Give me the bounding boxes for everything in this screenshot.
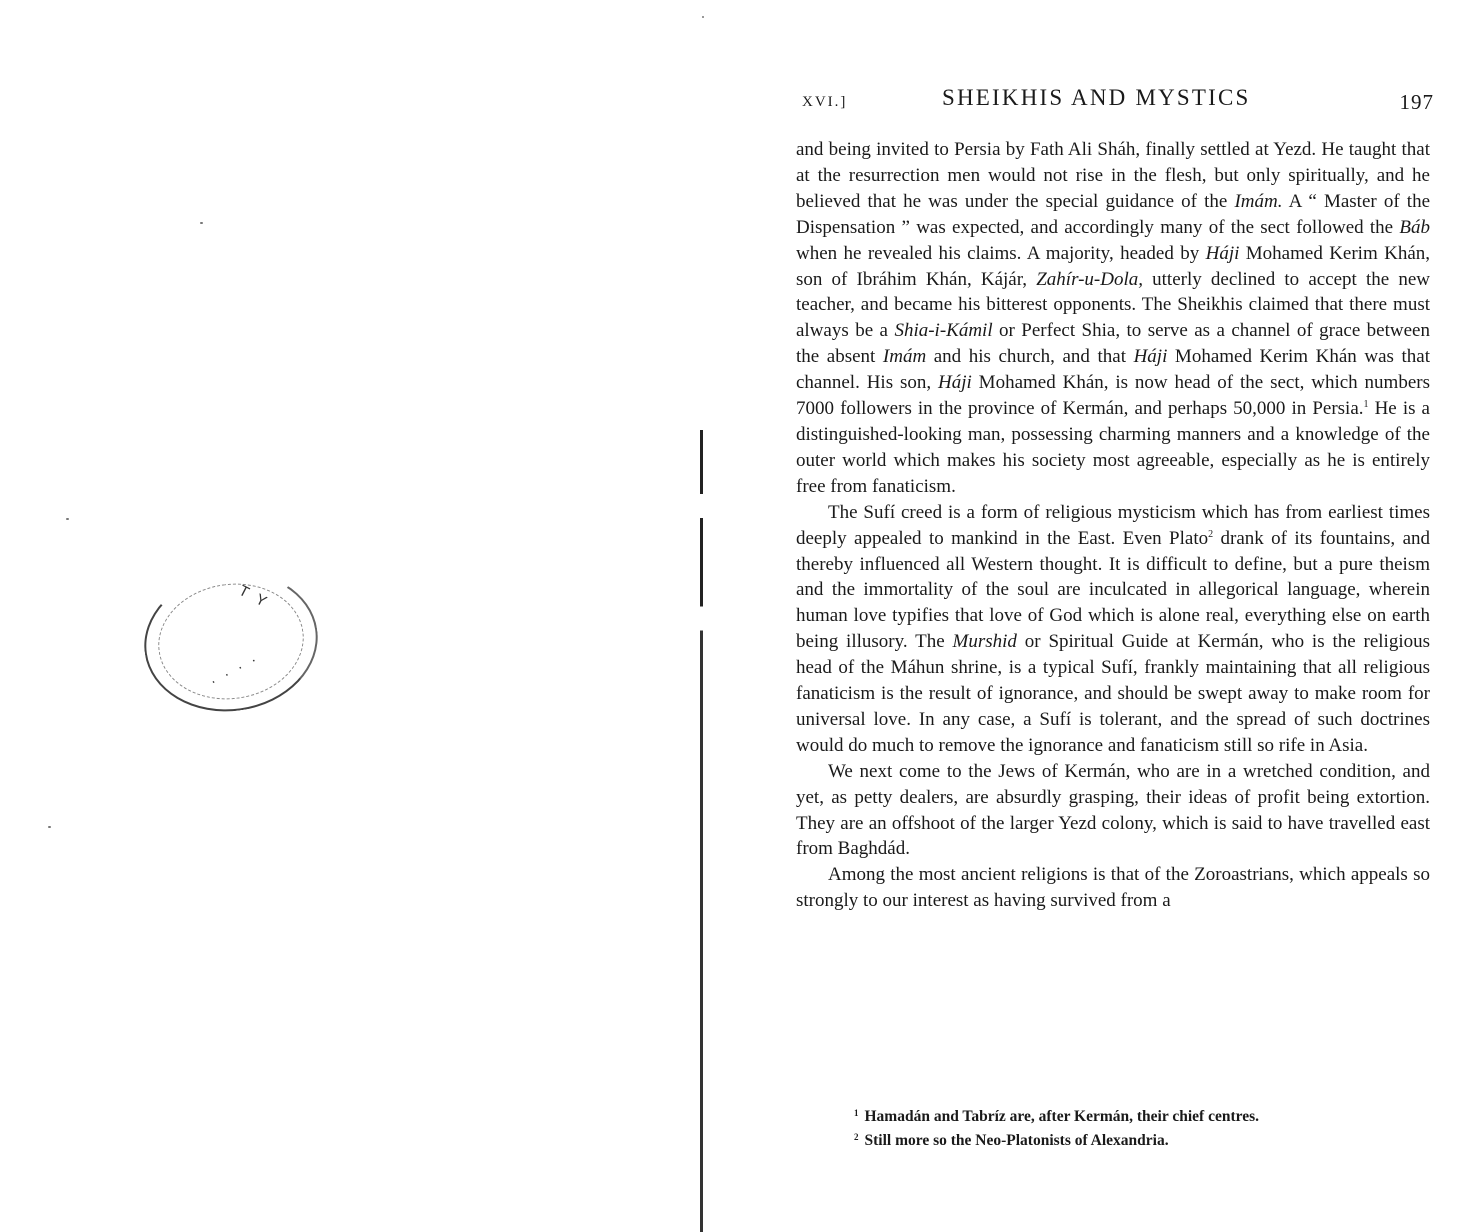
book-gutter-line: [700, 430, 703, 1232]
footnote-text: Hamadán and Tabríz are, after Kermán, their chief centres.: [864, 1108, 1259, 1125]
text-run: He is a distinguished-looking man, possessing charming manners and a knowledge of the outer world which makes his society most agreeable, especially as he is entirely free from fanaticism.: [796, 398, 1430, 497]
library-stamp-ring: [151, 574, 312, 708]
paragraph-3: [796, 759, 1430, 863]
text-run: when he revealed his claims. A majority, headed by: [796, 242, 1206, 264]
footnote-reference: 2: [1208, 528, 1214, 540]
text-run: Mohamed Kerim Khán, son of Ibráhim Khán, Kájár,: [796, 242, 1431, 290]
text-run: A “ Master of the Dispensation ” was expected, and accordingly many of the sect followed the: [796, 190, 1431, 238]
italic-term: Murshid: [952, 631, 1017, 653]
paper-speck: [702, 16, 704, 18]
footnote-marker: 2: [854, 1132, 859, 1142]
footnote-marker: 1: [854, 1108, 859, 1118]
text-run: drank of its fountains, and thereby influenced all Western thought. It is difficult to define, but a pure theism and the immortality of the soul are inculcated in allegorical language, wherein human love typifies that love of God which is alone real, everything else on earth being illusory. The: [796, 527, 1430, 653]
chapter-number: XVI.]: [802, 94, 848, 110]
italic-term: Háji: [938, 372, 972, 394]
left-page-verso: [0, 0, 700, 1232]
paper-speck: [66, 518, 69, 520]
italic-term: Zahír-u-Dola,: [1036, 268, 1143, 290]
text-run: We next come to the Jews of Kermán, who are in a wretched condition, and yet, as petty dealers, are absurdly grasping, their ideas of profit being extortion. They are an offshoot of the larger Yezd colony, which is said to have travelled east from Baghdád.: [796, 760, 1430, 860]
paper-speck: [200, 222, 203, 224]
page-number: 197: [1399, 90, 1434, 114]
running-head: [790, 80, 1440, 120]
italic-term: Imám.: [1234, 190, 1283, 212]
footnote-2: [854, 1127, 1414, 1151]
library-stamp: [135, 561, 327, 723]
text-run: Among the most ancient religions is that of the Zoroastrians, which appeals so strongly to our interest as having survived from a: [796, 864, 1430, 912]
text-run: utterly declined to accept the new teacher, and became his bitterest opponents. The Sheikhis claimed that there must always be a: [796, 268, 1430, 342]
italic-term: Báb: [1399, 216, 1430, 238]
footnotes: [854, 1103, 1414, 1151]
text-run: Mohamed Kerim Khán was that channel. His son,: [796, 346, 1430, 394]
footnote-1: [854, 1103, 1414, 1127]
text-run: Mohamed Khán, is now head of the sect, which numbers 7000 followers in the province of Kermán, and perhaps 50,000 in Persia.: [796, 372, 1430, 420]
body-text: [796, 137, 1430, 914]
text-run: or Spiritual Guide at Kermán, who is the religious head of the Máhun shrine, is a typical Sufí, frankly maintaining that all religious fanaticism is the result of ignorance, and should be swept away to make room for universal love. In any case, a Sufí is tolerant, and the spread of such doctrines would do much to remove the ignorance and fanaticism still so rife in Asia.: [796, 631, 1430, 756]
paper-speck: [48, 826, 51, 828]
paragraph-4: [796, 862, 1430, 914]
footnote-reference: 1: [1363, 399, 1369, 411]
italic-term: Imám: [882, 346, 927, 368]
text-run: or Perfect Shia, to serve as a channel of grace between the absent: [796, 320, 1430, 368]
text-run: and being invited to Persia by Fath Ali Sháh, finally settled at Yezd. He taught that at the resurrection men would not rise in the flesh, but only spiritually, and he believed that he was under the special guidance of the: [796, 139, 1430, 212]
italic-term: Shia-i-Kámil: [894, 320, 993, 342]
footnote-text: Still more so the Neo-Platonists of Alexandria.: [864, 1132, 1169, 1149]
library-stamp-mark-ty: T Y: [235, 582, 272, 612]
text-run: and his church, and that: [926, 346, 1134, 368]
italic-term: Háji: [1205, 242, 1240, 264]
chapter-title: SHEIKHIS AND MYSTICS: [942, 85, 1251, 110]
paragraph-1: [796, 137, 1430, 500]
library-stamp-mark-bottom: · · · ·: [207, 650, 263, 691]
paragraph-2: [796, 500, 1430, 759]
text-run: The Sufí creed is a form of religious mysticism which has from earliest times deeply appealed to mankind in the East. Even Plato: [796, 501, 1430, 549]
italic-term: Háji: [1133, 346, 1168, 368]
